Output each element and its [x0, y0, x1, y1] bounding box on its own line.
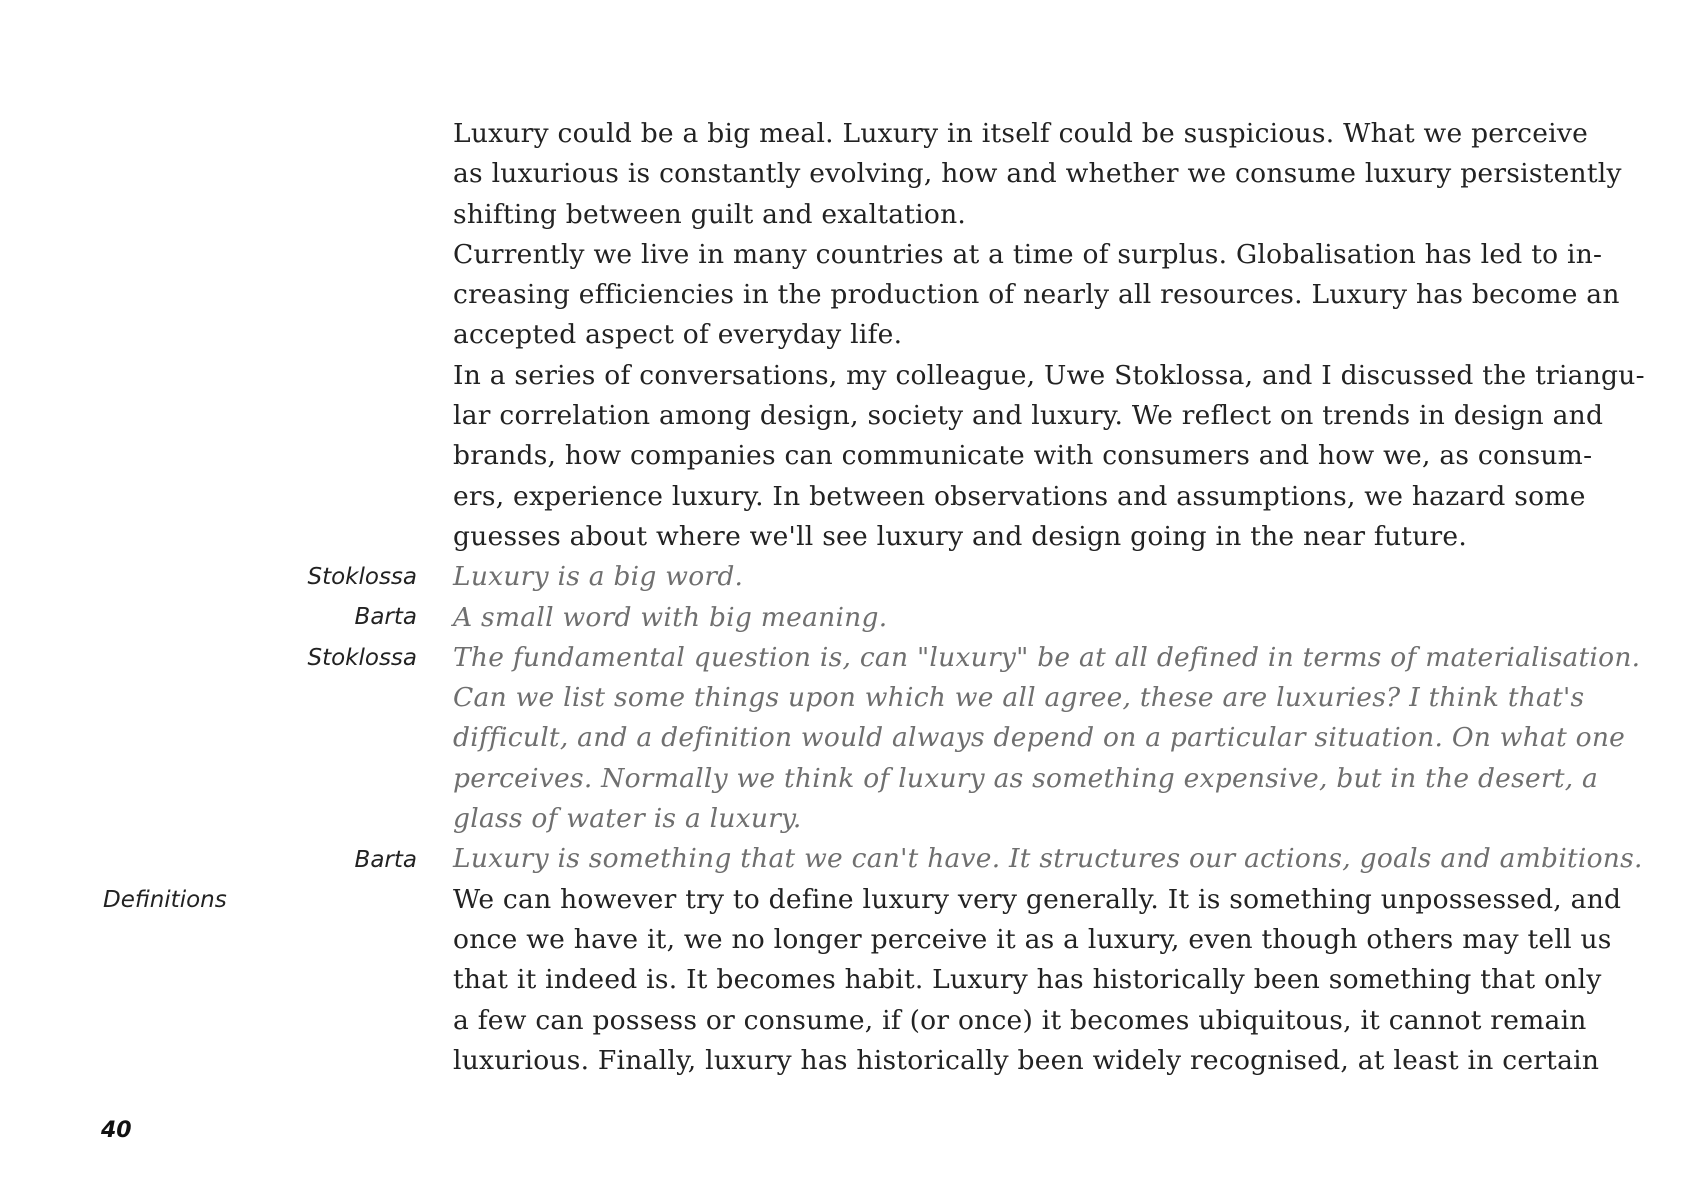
speaker-label: Barta: [354, 847, 417, 873]
main-text-column: [453, 114, 1645, 1081]
text-line: accepted aspect of everyday life.: [453, 319, 903, 351]
text-line: that it indeed is. It becomes habit. Luxury has historically been something that only: [453, 964, 1602, 996]
definitions-paragraph: [453, 880, 1622, 1081]
speaker-label: Stoklossa: [307, 564, 417, 590]
dialogue-turn: [453, 557, 1613, 597]
text-line: as luxurious is constantly evolving, how and whether we consume luxury persistently: [453, 158, 1622, 190]
intro-paragraph-1: [453, 114, 1622, 235]
section-heading-definitions: Definitions: [103, 887, 227, 913]
text-line: lar correlation among design, society and luxury. We reflect on trends in design and: [453, 400, 1604, 432]
dialogue-line: glass of water is a luxury.: [453, 803, 802, 835]
text-line: Currently we live in many countries at a time of surplus. Globalisation has led to in-: [453, 238, 1603, 270]
text-line: guesses about where we'll see luxury and design going in the near future.: [453, 520, 1468, 552]
text-line: In a series of conversations, my colleague, Uwe Stoklossa, and I discussed the triangu-: [453, 359, 1645, 391]
text-line: shifting between guilt and exaltation.: [453, 198, 967, 230]
dialogue-turn: [453, 598, 1613, 638]
dialogue-turn: [453, 839, 1643, 879]
text-line: luxurious. Finally, luxury has historically been widely recognised, at least in certain: [453, 1044, 1600, 1076]
text-line: Luxury could be a big meal. Luxury in itself could be suspicious. What we perceive: [453, 118, 1589, 149]
page-number: 40: [101, 1118, 132, 1143]
speaker-label: Stoklossa: [307, 645, 417, 671]
text-line: once we have it, we no longer perceive it as a luxury, even though others may tell us: [453, 923, 1612, 955]
intro-paragraph-3: [453, 356, 1645, 557]
text-line: brands, how companies can communicate with consumers and how we, as consum-: [453, 440, 1593, 472]
text-line: ers, experience luxury. In between observations and assumptions, we hazard some: [453, 480, 1586, 512]
text-line: creasing efficiencies in the production of nearly all resources. Luxury has become an: [453, 279, 1620, 311]
text-line: We can however try to define luxury very generally. It is something unpossessed, and: [453, 883, 1622, 915]
intro-paragraph-2: [453, 235, 1620, 356]
dialogue-line: difficult, and a definition would always depend on a particular situation. On what one: [453, 722, 1626, 754]
speaker-label: Barta: [354, 604, 417, 630]
dialogue-line: The fundamental question is, can "luxury" be at all defined in terms of materialisation.: [453, 641, 1641, 673]
text-line: a few can possess or consume, if (or once) it becomes ubiquitous, it cannot remain: [453, 1004, 1587, 1036]
dialogue-line: Luxury is something that we can't have. It structures our actions, goals and ambitions.: [453, 843, 1643, 875]
dialogue-line: A small word with big meaning.: [453, 601, 888, 633]
dialogue-line: Can we list some things upon which we all agree, these are luxuries? I think that's: [453, 682, 1585, 714]
dialogue-line: perceives. Normally we think of luxury as something expensive, but in the desert, a: [453, 762, 1599, 794]
dialogue-line: Luxury is a big word.: [453, 561, 744, 593]
dialogue-turn: [453, 638, 1641, 839]
